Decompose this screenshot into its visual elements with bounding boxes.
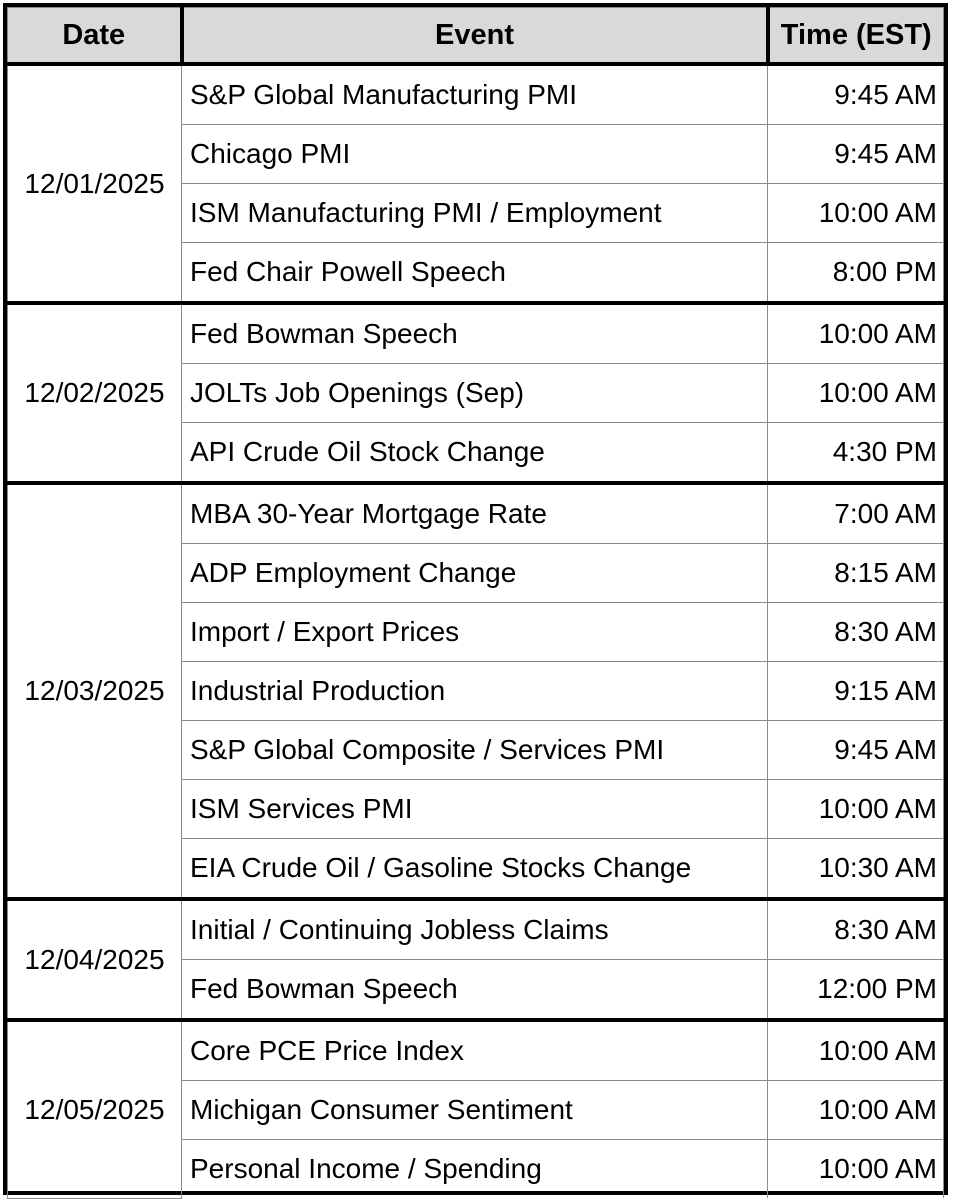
column-header-date: Date [8, 8, 182, 65]
economic-calendar [3, 3, 948, 1195]
time-cell: 10:30 AM [768, 839, 944, 900]
event-cell: ISM Manufacturing PMI / Employment [182, 184, 768, 243]
event-cell: Personal Income / Spending [182, 1140, 768, 1199]
table-row [8, 303, 944, 364]
event-cell: Fed Bowman Speech [182, 303, 768, 364]
table-row [8, 483, 944, 544]
event-cell: MBA 30-Year Mortgage Rate [182, 483, 768, 544]
date-cell: 12/05/2025 [8, 1020, 182, 1198]
event-cell: Import / Export Prices [182, 603, 768, 662]
time-cell: 12:00 PM [768, 960, 944, 1021]
event-cell: S&P Global Composite / Services PMI [182, 721, 768, 780]
time-cell: 9:45 AM [768, 721, 944, 780]
column-header-event: Event [182, 8, 768, 65]
event-cell: Chicago PMI [182, 125, 768, 184]
event-cell: Initial / Continuing Jobless Claims [182, 899, 768, 960]
time-cell: 10:00 AM [768, 1020, 944, 1081]
event-cell: Industrial Production [182, 662, 768, 721]
economic-calendar-table [7, 7, 944, 1199]
table-row [8, 1020, 944, 1081]
table-row [8, 899, 944, 960]
time-cell: 8:00 PM [768, 243, 944, 304]
header-row [8, 8, 944, 65]
event-cell: Michigan Consumer Sentiment [182, 1081, 768, 1140]
time-cell: 9:15 AM [768, 662, 944, 721]
date-cell: 12/01/2025 [8, 64, 182, 303]
time-cell: 9:45 AM [768, 125, 944, 184]
column-header-time: Time (EST) [768, 8, 944, 65]
time-cell: 10:00 AM [768, 364, 944, 423]
event-cell: API Crude Oil Stock Change [182, 423, 768, 484]
event-cell: EIA Crude Oil / Gasoline Stocks Change [182, 839, 768, 900]
time-cell: 10:00 AM [768, 1081, 944, 1140]
table-row [8, 64, 944, 125]
event-cell: ADP Employment Change [182, 544, 768, 603]
event-cell: S&P Global Manufacturing PMI [182, 64, 768, 125]
time-cell: 10:00 AM [768, 1140, 944, 1199]
time-cell: 8:30 AM [768, 603, 944, 662]
event-cell: Fed Bowman Speech [182, 960, 768, 1021]
time-cell: 4:30 PM [768, 423, 944, 484]
event-cell: JOLTs Job Openings (Sep) [182, 364, 768, 423]
table-body [8, 64, 944, 1198]
event-cell: ISM Services PMI [182, 780, 768, 839]
event-cell: Core PCE Price Index [182, 1020, 768, 1081]
time-cell: 10:00 AM [768, 184, 944, 243]
date-cell: 12/02/2025 [8, 303, 182, 483]
time-cell: 10:00 AM [768, 780, 944, 839]
date-cell: 12/04/2025 [8, 899, 182, 1020]
event-cell: Fed Chair Powell Speech [182, 243, 768, 304]
date-cell: 12/03/2025 [8, 483, 182, 899]
time-cell: 9:45 AM [768, 64, 944, 125]
time-cell: 8:15 AM [768, 544, 944, 603]
time-cell: 10:00 AM [768, 303, 944, 364]
time-cell: 7:00 AM [768, 483, 944, 544]
time-cell: 8:30 AM [768, 899, 944, 960]
